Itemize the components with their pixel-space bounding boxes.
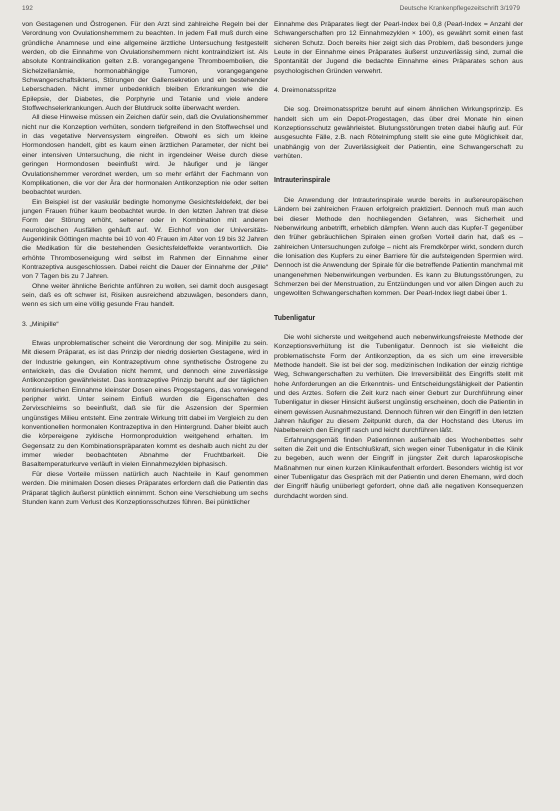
- paragraph: Ohne weiter ähnliche Berichte anführen zu wollen, sei damit doch ausgesagt sein, daß es oft schwer ist, Risiken ausreichend abzuwägen, besonders dann, wenn es sich um eine völlig gesunde Frau handelt.: [22, 282, 268, 309]
- section-heading-intrauterinspirale: Intrauterinspirale: [274, 177, 331, 185]
- paragraph: Ein Beispiel ist der vaskulär bedingte homonyme Gesichtsfeldefekt, der bei jungen Frauen früher kaum beobachtet wurde. In den letzten Jahren trat diese Form der Störung erhöht, seltener oder in Kombination mit anderen neurologischen Ausfällen gehäuft auf. W. Eichhof von der Universitäts-Augenklinik Göttingen machte bei 10 von 40 Frauen im Alter von 19 bis 32 Jahren die Medikation für die bestehenden Gesichtsfeldeffekte verantwortlich. Die erhöhte Thromboseneigung wird selbst im Rahmen der Einnahme einer Kontrazeptiva ausgeschlossen. Dabei reicht die Dauer der Einnahme der „Pille“ von 7 Tagen bis zu 7 Jahren.: [22, 198, 268, 281]
- paragraph: Die Anwendung der Intrauterinspirale wurde bereits in außereuropäischen Ländern bei zahlreichen Frauen erfolgreich praktiziert. Dennoch muß man auch bei dieser Methode den hochliegenden Gefahren, was Sicherheit und Nebenwirkung anbetrifft, erheblich dämpfen. Wenn auch das Kupfer-T gegenüber den früher gebräuchlichen Spiralen einen großen Vorteil darin hat, daß es – zahlreichen Untersuchungen zufolge – nicht als Fremdkörper wirkt, sondern durch die Ionisation des Kupfers zu einer Barriere für die aufsteigenden Spermien wird. Dennoch ist die Anwendung der Spirale für die betreffende Patientin manchmal mit unangenehmen Nebenwirkungen verbunden. Es kann zu Blutungsstörungen, zu Schmerzen bei der Menstruation, zu Entzündungen und vor allen Dingen auch zu ungewollten Schwangerschaften kommen. Der Pearl-Index liegt dabei über 1.: [274, 196, 523, 298]
- paragraph: Die sog. Dreimonatsspritze beruht auf einem ähnlichen Wirkungsprinzip. Es handelt sich um ein Depot-Progestagen, das über drei Monate hin einen Konzeptionsschutz gewährleistet. Blutungsstörungen treten dabei häufig auf. Für ausgesuchte Fälle, z.B. nach Rötelnimpfung stellt sie eine gute Möglichkeit dar, unabhängig von der Zuverlässigkeit der Patientin, eine Schwangerschaft zu verhüten.: [274, 106, 523, 161]
- section-heading-minipille: 3. „Minipille“: [22, 320, 59, 328]
- paragraph: Für diese Vorteile müssen natürlich auch Nachteile in Kauf genommen werden. Die minimalen Dosen dieses Präparates erfordern daß die Patientin das Präparat täglich äußerst pünktlich einnimmt. Schon eine Verschiebung um sechs Stunden kann zum Verlust des Konzeptionsschutzes führen. Bei pünktlicher: [22, 470, 268, 506]
- paragraph: All diese Hinweise müssen ein Zeichen dafür sein, daß die Ovulationshemmer nicht nur die Konzeption verhüten, sondern tiefgreifend in den Stoffwechsel und in das vegetative Nervensystem eingreifen. Obwohl es sich um kleine Hormondosen handelt, gibt es kaum einen ärztlichen Parameter, der nicht bei einer intensiven Untersuchung, die nicht in irgendeiner Weise durch diese geringen Hormondosen beeinflußt wird. Je häufiger und je länger Ovulationshemmer verordnet werden, um so mehr erfährt der Fachmann von Komplikationen, die vor der Ära der hormonalen Antikonzeption nie oder selten beobachtet wurden.: [22, 114, 268, 197]
- paragraph: Die wohl sicherste und weitgehend auch nebenwirkungsfreieste Methode der Konzeptionsverhütung ist die Tubenligatur. Dennoch ist sie vielleicht die problematischste Form der Antikonzeption, da es sich um eine irreversible Methode handelt. Sie ist bei der sog. medizinischen Indikation der einzig richtige Weg, Schwangerschaften zu verhüten. Die Irreversibilität des Eingriffs stellt mit hohe Anforderungen an die Erkenntnis- und Entscheidungsfähigkeit der Patientin und des Arztes. Sofern die Zeit kurz nach einer Geburt zur Durchführung einer Tubenligatur in dieser Hinsicht äußerst ungünstig erscheinen, doch die Patientin in einem gewissen Ausnahmezustand. Dennoch führen wir den Eingriff in den letzten Jahren häufiger zu diesem Zeitpunkt durch, da der Hochstand des Uterus im Nabelbereich den Eingriff rasch und leicht durchführen läßt.: [274, 333, 523, 435]
- left-column: [22, 20, 268, 507]
- journal-running-title: Deutsche Krankenpflegezeitschrift 3/1979: [399, 5, 520, 12]
- paragraph: Erfahrungsgemäß finden Patientinnen außerhalb des Wochenbettes sehr selten die Zeit und die Entschlußkraft, sich wegen einer Tubenligatur in die Klinik zu begeben, auch wenn der Eingriff in jüngster Zeit durch laparoskopische Maßnahmen nur einen kurzen Klinikaufenthalt erfordert. Besonders wichtig ist vor einer Tubenligatur das Gespräch mit der Patientin und deren Ehemann, wird doch der Eingriff häufig unüberlegt gefordert, ohne daß alle negativen Konsequenzen durchdacht worden sind.: [274, 436, 523, 500]
- paragraph: Einnahme des Präparates liegt der Pearl-Index bei 0,8 (Pearl-Index = Anzahl der Schwangerschaften pro 12 Einnahmezyklen × 100), es gewährt somit einen fast sicheren Schutz. Doch bereits hier zeigt sich das Problem, daß besonders junge Leute in der Einnahme eines Präparates äußerst unzuverlässig sind, zumal die Spontanität der Jugend die bedachte Einnahme eines Präparates schon aus psychologischen Gründen verwehrt.: [274, 21, 523, 75]
- section-heading-dreimonatsspritze: 4. Dreimonatsspritze: [274, 87, 337, 95]
- right-column: [274, 20, 523, 501]
- paragraph: Etwas unproblematischer scheint die Verordnung der sog. Minipille zu sein. Mit diesem Präparat, es ist das Prinzip der niedrig dosierten Gestagene, wird in der Industrie gelungen, ein Kontrazeptivum ohne synthetische Östrogene zu entwickeln, das die Ovulation nicht hemmt, und dennoch eine zuverlässige Antikonzeption gewährleistet. Das kontrazeptive Prinzip beruht auf der täglichen kontinuierlichen Einnahme kleinster Dosen eines Progestagens, das vorwiegend peripher wirkt. Unter seinem Einfluß wurden die Eigenschaften des Zervixschleims so beeinflußt, daß sie für die Aszension der Spermien ungünstiges Milieu entsteht. Eine zentrale Wirkung tritt dabei im Vergleich zu den konventionellen hormonalen Kontrazeptiva in den Hintergrund. Daher bleibt auch die körpereigene zyklische Hormonproduktion weitgehend erhalten. Im Gegensatz zu den Kombinationspräparaten kommt es deshalb auch nicht zu der immer wieder beobachteten Abnahme der Fruchtbarkeit. Die Basaltemperaturkurve verläuft in vielen Einnahmezyklen biphasisch.: [22, 340, 268, 469]
- page-number: 192: [22, 5, 33, 12]
- paragraph: von Gestagenen und Östrogenen. Für den Arzt sind zahlreiche Regeln bei der Verordnung von Ovulationshemmern zu beachten. In jedem Fall muß durch eine gründliche Anamnese und eine allgemeine ärztliche Untersuchung festgestellt werden, ob die Einnahme von Ovulationshemmern nicht kontraindiziert ist. Als absolute Kontraindikation gelten z.B. vorangegangene Thromboembolien, die Sichelzellanämie, hormonabhängige Tumoren, vorangegangene Schwangerschaftsikterus, Störungen der Gallensekretion und ein bestehender Leberschaden. Nicht immer unbedenklich bleiben Erkrankungen wie die Epilepsie, der Diabetes, die Porphyrie und Tetanie und viele andere Stoffwechselerkrankungen. Auch der Blutdruck sollte überwacht werden.: [22, 21, 268, 113]
- section-heading-tubenligatur: Tubenligatur: [274, 314, 316, 322]
